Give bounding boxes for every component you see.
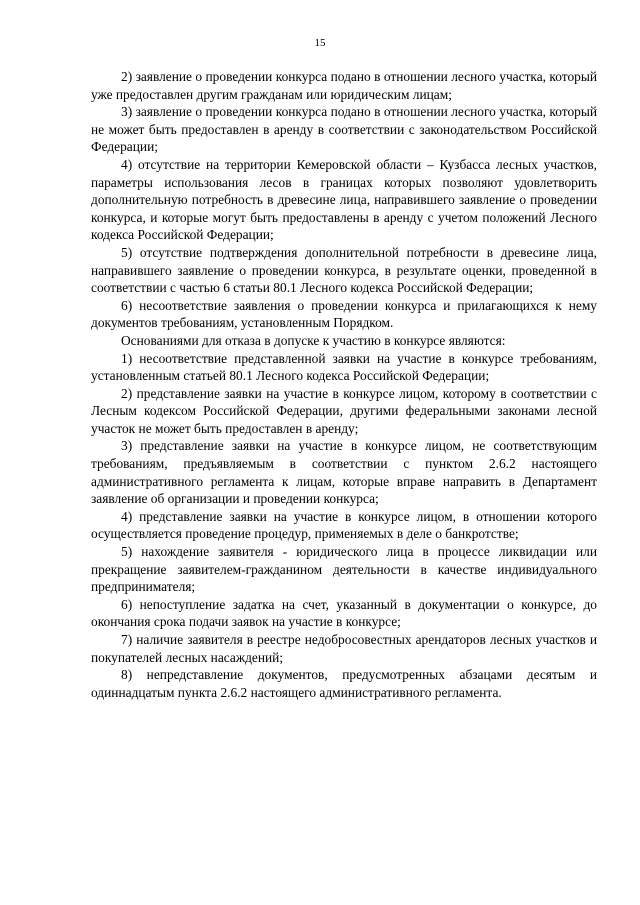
paragraph-admission-item-5: 5) нахождение заявителя - юридического лица в процессе ликвидации или прекращение заявителем-гражданином деятельности в качестве индивидуального предпринимателя; xyxy=(91,544,597,595)
paragraph-refusal-item-5: 5) отсутствие подтверждения дополнительной потребности в древесине лица, направившего заявление о проведении конкурса, в результате оценки, проведенной в соответствии с частью 6 статьи 80.1 Лесного кодекса Российской Федерации; xyxy=(91,244,597,296)
page-number: 15 xyxy=(314,37,326,49)
paragraph-refusal-item-4: 4) отсутствие на территории Кемеровской области – Кузбасса лесных участков, параметры использования лесов в границах которых позволяют удовлетворить дополнительную потребность в древесине лица, направившего заявление о проведении конкурса, и которые могут быть предоставлены в аренду с учетом положений Лесного кодекса Российской Федерации; xyxy=(91,156,597,243)
paragraph-admission-item-3: 3) представление заявки на участие в конкурсе лицом, не соответствующим требованиям, предъявляемым в соответствии с пунктом 2.6.2 настоящего административного регламента к лицам, которые вправе направить в Департамент заявление об организации и проведении конкурса; xyxy=(91,438,597,507)
paragraph-admission-item-2: 2) представление заявки на участие в конкурсе лицом, которому в соответствии с Лесным кодексом Российской Федерации, другими федеральными законами лесной участок не может быть предоставлен в аренду; xyxy=(91,385,597,436)
paragraph-refusal-item-6: 6) несоответствие заявления о проведении конкурса и прилагающихся к нему документов требованиям, установленным Порядком. xyxy=(91,297,597,331)
paragraph-admission-item-7: 7) наличие заявителя в реестре недобросовестных арендаторов лесных участков и покупателей лесных насаждений; xyxy=(91,632,597,665)
paragraph-refusal-item-3: 3) заявление о проведении конкурса подано в отношении лесного участка, который не может быть предоставлен в аренду в соответствии с законодательством Российской Федерации; xyxy=(91,104,597,155)
document-body xyxy=(91,68,597,701)
paragraph-admission-item-4: 4) представление заявки на участие в конкурсе лицом, в отношении которого осуществляется проведение процедур, применяемых в деле о банкротстве; xyxy=(91,508,597,542)
paragraph-admission-item-1: 1) несоответствие представленной заявки на участие в конкурсе требованиям, установленным статьей 80.1 Лесного кодекса Российской Федерации; xyxy=(91,350,597,384)
paragraph-admission-item-8: 8) непредставление документов, предусмотренных абзацами десятым и одиннадцатым пункта 2.6.2 настоящего административного регламента. xyxy=(91,667,597,700)
paragraph-admission-refusal-intro: Основаниями для отказа в допуске к участию в конкурсе являются: xyxy=(121,332,506,348)
paragraph-refusal-item-2: 2) заявление о проведении конкурса подано в отношении лесного участка, который уже предоставлен другим гражданам или юридическим лицам; xyxy=(91,69,597,102)
paragraph-admission-item-6: 6) непоступление задатка на счет, указанный в документации о конкурсе, до окончания срока подачи заявок на участие в конкурсе; xyxy=(91,596,597,630)
